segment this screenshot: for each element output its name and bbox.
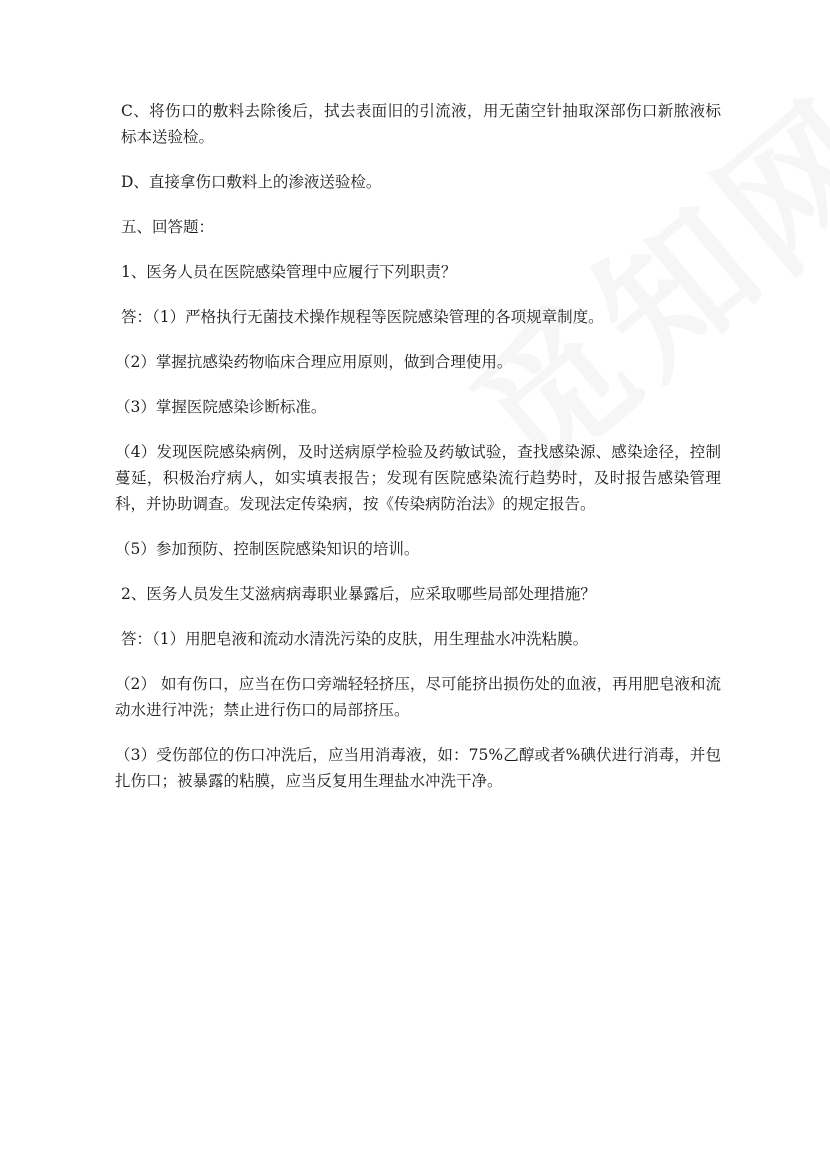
option-d: D、直接拿伤口敷料上的渗液送验检。 xyxy=(121,173,382,191)
answer-1-item-5: （5）参加预防、控制医院感染知识的培训。 xyxy=(115,540,420,558)
question-1: 1、医务人员在医院感染管理中应履行下列职责？ xyxy=(121,263,457,281)
question-2: 2、医务人员发生艾滋病病毒职业暴露后，应采取哪些局部处理措施？ xyxy=(121,585,596,603)
answer-2-item-1: 答：（1）用肥皂液和流动水清洗污染的皮肤，用生理盐水冲洗粘膜。 xyxy=(121,630,589,648)
answer-1-item-1: 答：（1）严格执行无菌技术操作规程等医院感染管理的各项规章制度。 xyxy=(121,308,604,326)
answer-2-item-2: （2） 如有伤口，应当在伤口旁端轻轻挤压，尽可能挤出损伤处的血液，再用肥皂液和流动水进行冲洗；禁止进行伤口的局部挤压。 xyxy=(115,675,721,719)
document-body xyxy=(115,98,721,813)
answer-1-item-3: （3）掌握医院感染诊断标准。 xyxy=(115,398,327,416)
answer-1-item-4: （4）发现医院感染病例，及时送病原学检验及药敏试验，查找感染源、感染途径，控制蔓延，积极治疗病人，如实填表报告；发现有医院感染流行趋势时，及时报告感染管理科，并协助调查。发现法定传染病，按《传染病防治法》的规定报告。 xyxy=(115,443,721,513)
section-heading: 五、回答题： xyxy=(121,218,215,236)
answer-1-item-2: （2）掌握抗感染药物临床合理应用原则，做到合理使用。 xyxy=(115,353,513,371)
option-c: C、将伤口的敷料去除後后，拭去表面旧的引流液，用无菌空针抽取深部伤口新脓液标标本送验检。 xyxy=(121,102,721,146)
answer-2-item-3: （3）受伤部位的伤口冲洗后，应当用消毒液，如：75%乙醇或者%碘伏进行消毒，并包扎伤口；被暴露的粘膜，应当反复用生理盐水冲洗干净。 xyxy=(115,746,721,790)
